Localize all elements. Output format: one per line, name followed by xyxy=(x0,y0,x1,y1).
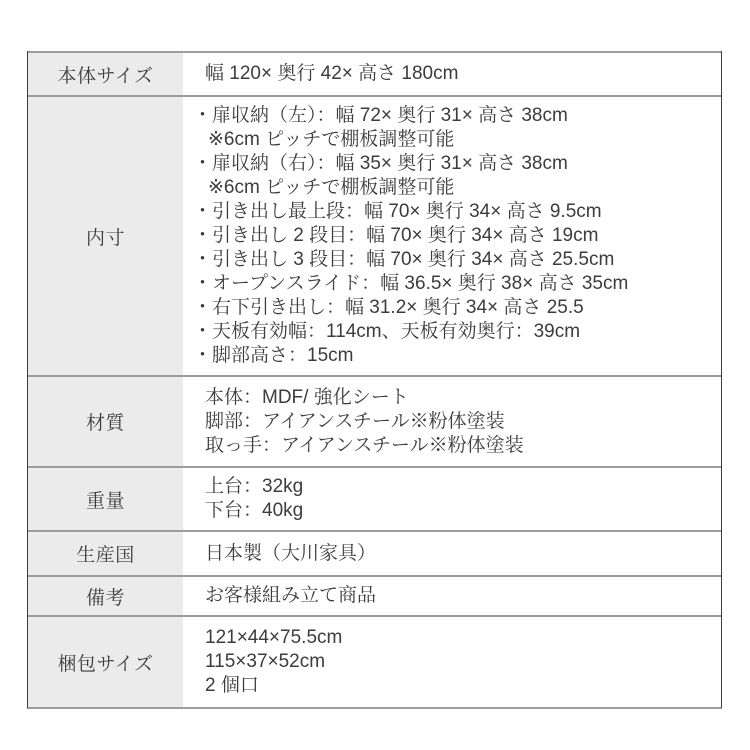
spec-value-inner-dimensions xyxy=(183,97,721,375)
spec-line: 日本製（大川家具） xyxy=(205,542,377,564)
spec-row-weight xyxy=(28,466,721,530)
spec-label-weight: 重量 xyxy=(28,468,183,530)
spec-label-package-size: 梱包サイズ xyxy=(28,617,183,707)
spec-value-package-size xyxy=(183,617,721,707)
spec-line: 脚部：アイアンスチール※粉体塗装 xyxy=(205,410,505,432)
spec-value-country xyxy=(183,532,721,575)
spec-value-notes xyxy=(183,577,721,615)
spec-value-material xyxy=(183,377,721,466)
spec-line: 121×44×75.5cm xyxy=(205,627,343,648)
spec-label-body-size: 本体サイズ xyxy=(28,53,183,95)
spec-line: ・扉収納（左）：幅 72× 奥行 31× 高さ 38cm xyxy=(193,105,568,126)
spec-row-notes xyxy=(28,575,721,615)
spec-line: ・引き出し 2 段目：幅 70× 奥行 34× 高さ 19cm xyxy=(193,225,599,246)
spec-label-inner-dimensions: 内寸 xyxy=(28,97,183,375)
spec-line: 本体：MDF/ 強化シート xyxy=(205,386,409,408)
spec-line: ※6cm ピッチで棚板調整可能 xyxy=(208,129,455,150)
spec-label-notes: 備考 xyxy=(28,577,183,615)
spec-line: お客様組み立て商品 xyxy=(205,585,377,606)
spec-row-material xyxy=(28,375,721,466)
spec-line: 幅 120× 奥行 42× 高さ 180cm xyxy=(205,63,459,84)
spec-line: 取っ手：アイアンスチール※粉体塗装 xyxy=(205,434,524,456)
spec-table xyxy=(27,51,722,709)
spec-label-country: 生産国 xyxy=(28,532,183,575)
spec-line: 115×37×52cm xyxy=(205,651,326,672)
spec-line: 下台：40kg xyxy=(205,500,304,521)
spec-line: ・オープンスライド：幅 36.5× 奥行 38× 高さ 35cm xyxy=(193,273,629,294)
spec-label-material: 材質 xyxy=(28,377,183,466)
spec-line: ※6cm ピッチで棚板調整可能 xyxy=(208,177,455,198)
spec-line: 上台：32kg xyxy=(205,476,304,497)
spec-row-body-size xyxy=(28,51,721,95)
spec-line: ・引き出し最上段：幅 70× 奥行 34× 高さ 9.5cm xyxy=(193,201,602,222)
spec-row-country xyxy=(28,530,721,575)
spec-row-inner-dimensions xyxy=(28,95,721,375)
spec-line: ・脚部高さ：15cm xyxy=(193,345,354,366)
spec-line: ・引き出し 3 段目：幅 70× 奥行 34× 高さ 25.5cm xyxy=(193,249,615,270)
spec-row-package-size xyxy=(28,615,721,707)
spec-value-body-size xyxy=(183,53,721,95)
spec-line: ・扉収納（右）：幅 35× 奥行 31× 高さ 38cm xyxy=(193,153,568,174)
spec-line: ・右下引き出し：幅 31.2× 奥行 34× 高さ 25.5 xyxy=(193,297,584,318)
spec-value-weight xyxy=(183,468,721,530)
spec-line: 2 個口 xyxy=(205,675,259,696)
spec-line: ・天板有効幅：114cm、天板有効奥行：39cm xyxy=(193,321,581,342)
